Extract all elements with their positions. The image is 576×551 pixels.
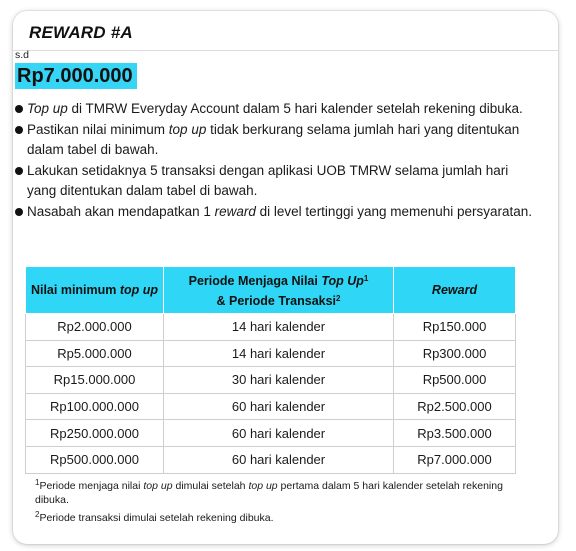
- max-amount-highlight: Rp7.000.000: [15, 63, 137, 89]
- header-period: Periode Menjaga Nilai Top Up$^1$ & Periode Transaksi$^2$: [164, 267, 394, 314]
- cell-min: Rp2.000.000: [26, 314, 164, 341]
- bullet-icon: [15, 105, 23, 113]
- table-row: [26, 314, 516, 341]
- cell-min: Rp15.000.000: [26, 367, 164, 394]
- list-item: Lakukan setidaknya 5 transaksi dengan aplikasi UOB TMRW selama jumlah hari yang ditentukan dalam tabel di bawah.: [15, 161, 535, 202]
- cell-period: 14 hari kalender: [164, 314, 394, 341]
- footnotes: [35, 476, 505, 527]
- table-row: [26, 393, 516, 420]
- list-item: Nasabah akan mendapatkan 1 reward di level tertinggi yang memenuhi persyaratan.: [15, 202, 535, 223]
- cell-reward: Rp300.000: [394, 340, 516, 367]
- card-title: REWARD #A: [29, 23, 133, 42]
- list-item: Pastikan nilai minimum top up tidak berkurang selama jumlah hari yang ditentukan dalam tabel di bawah.: [15, 120, 535, 161]
- bullet-icon: [15, 126, 23, 134]
- cell-reward: Rp2.500.000: [394, 393, 516, 420]
- cell-period: 14 hari kalender: [164, 340, 394, 367]
- bullet-icon: [15, 167, 23, 175]
- footnote-1: $^1$Periode menjaga nilai top up dimulai setelah top up pertama dalam 5 hari kalender setelah rekening dibuka.: [35, 478, 503, 506]
- reward-table: [25, 266, 516, 474]
- cell-period: 60 hari kalender: [164, 393, 394, 420]
- cell-min: Rp250.000.000: [26, 420, 164, 447]
- header-reward: Reward: [394, 267, 516, 314]
- cell-reward: Rp3.500.000: [394, 420, 516, 447]
- card-body: [15, 49, 535, 222]
- cell-reward: Rp150.000: [394, 314, 516, 341]
- range-prefix: s.d: [15, 49, 30, 61]
- cell-period: 60 hari kalender: [164, 420, 394, 447]
- table-row: [26, 420, 516, 447]
- bullet-icon: [15, 208, 23, 216]
- table-row: [26, 446, 516, 473]
- cell-period: 60 hari kalender: [164, 446, 394, 473]
- footnote-2: $^2$Periode transaksi dimulai setelah rekening dibuka.: [35, 510, 274, 524]
- cell-period: 30 hari kalender: [164, 367, 394, 394]
- cell-reward: Rp7.000.000: [394, 446, 516, 473]
- cell-min: Rp5.000.000: [26, 340, 164, 367]
- card-header: [13, 11, 558, 51]
- list-item: Top up di TMRW Everyday Account dalam 5 hari kalender setelah rekening dibuka.: [15, 99, 535, 120]
- header-min-top-up: Nilai minimum top up: [26, 267, 164, 314]
- cell-min: Rp500.000.000: [26, 446, 164, 473]
- table-row: [26, 340, 516, 367]
- terms-list: [15, 99, 535, 222]
- table-header-row: [26, 267, 516, 314]
- table-row: [26, 367, 516, 394]
- cell-reward: Rp500.000: [394, 367, 516, 394]
- cell-min: Rp100.000.000: [26, 393, 164, 420]
